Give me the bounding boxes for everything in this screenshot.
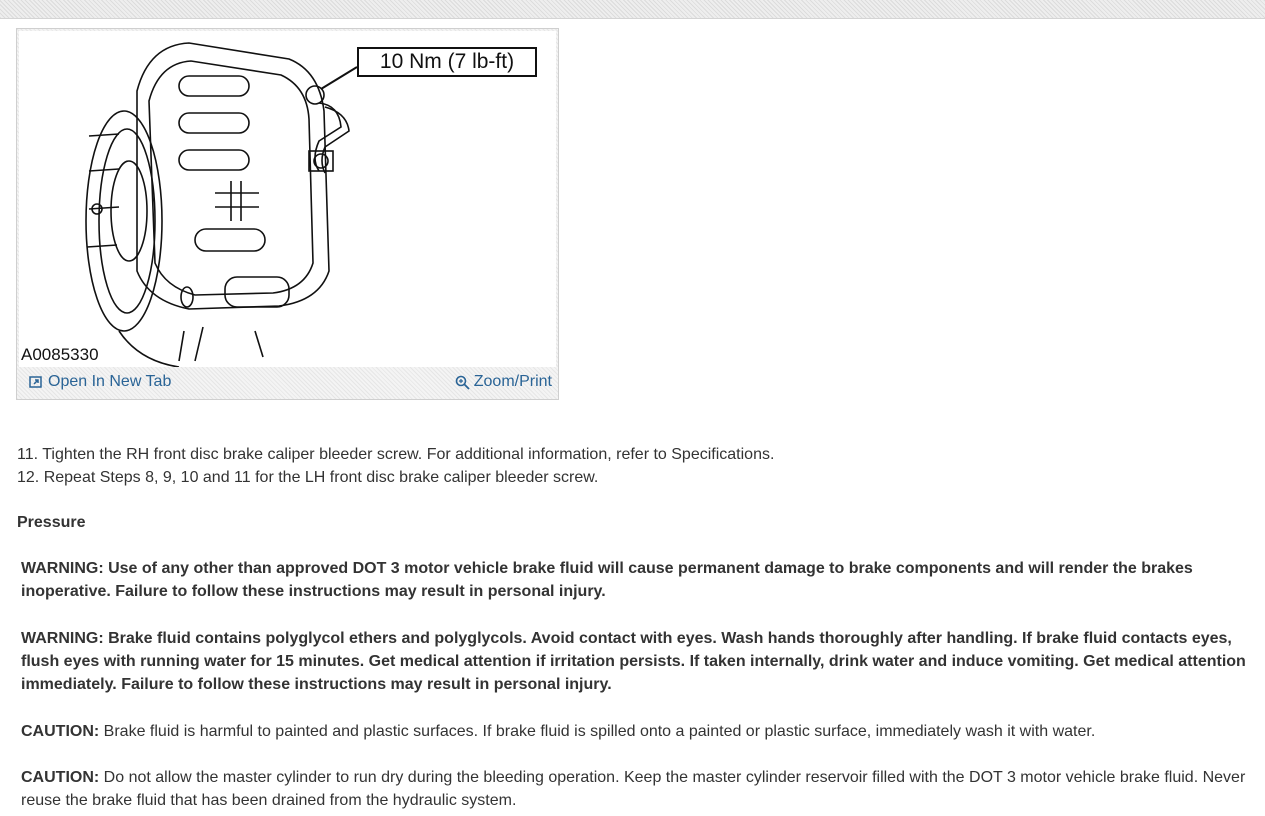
zoom-print-link[interactable] [455,373,552,391]
figure-id: A0085330 [21,345,99,364]
section-heading: Pressure [17,514,86,531]
caution-text: Brake fluid is harmful to painted and plastic surfaces. If brake fluid is spilled onto a painted or plastic surface, immediately wash it with water. [103,723,1096,740]
top-banner [0,0,1265,19]
zoom-print-label: Zoom/Print [473,373,552,390]
caution-text: Do not allow the master cylinder to run dry during the bleeding operation. Keep the master cylinder reservoir filled with the DOT 3 motor vehicle brake fluid. Never reuse the brake fluid that has been drained from the hydraulic system. [21,769,1246,809]
open-in-new-tab-link[interactable] [29,373,171,391]
caution-painted-surfaces [17,720,1246,743]
caution-label: CAUTION: [21,723,100,740]
warning-dot3-fluid: WARNING: Use of any other than approved DOT 3 motor vehicle brake fluid will cause permanent damage to brake components and will render the brakes inoperative. Failure to follow these instructions may result in personal injury. [21,560,1193,600]
step-12: 12. Repeat Steps 8, 9, 10 and 11 for the LH front disc brake caliper bleeder screw. [17,469,599,486]
magnifier-icon [455,375,469,389]
torque-callout: 10 Nm (7 lb-ft) [357,47,537,77]
warning-brake-fluid-contact: WARNING: Brake fluid contains polyglycol ethers and polyglycols. Avoid contact with eyes. Wash hands thoroughly after handling. If brake fluid contacts eyes, flush eyes with running water for 15 minutes. Get medical attention if irritation persists. If taken internally, drink water and induce vomiting. Get medical attention immediately. Failure to follow these instructions may result in personal injury. [21,630,1246,693]
figure-card [16,28,559,400]
caliper-drawing [19,31,556,367]
brake-caliper-illustration[interactable] [19,31,556,367]
open-new-tab-icon [29,375,43,389]
caliper-body [137,43,329,309]
procedure-steps [17,443,1242,489]
step-11: 11. Tighten the RH front disc brake caliper bleeder screw. For additional information, refer to Specifications. [17,446,775,463]
caution-master-cylinder [17,766,1246,812]
open-in-new-tab-label: Open In New Tab [48,373,172,390]
caution-label: CAUTION: [21,769,100,786]
